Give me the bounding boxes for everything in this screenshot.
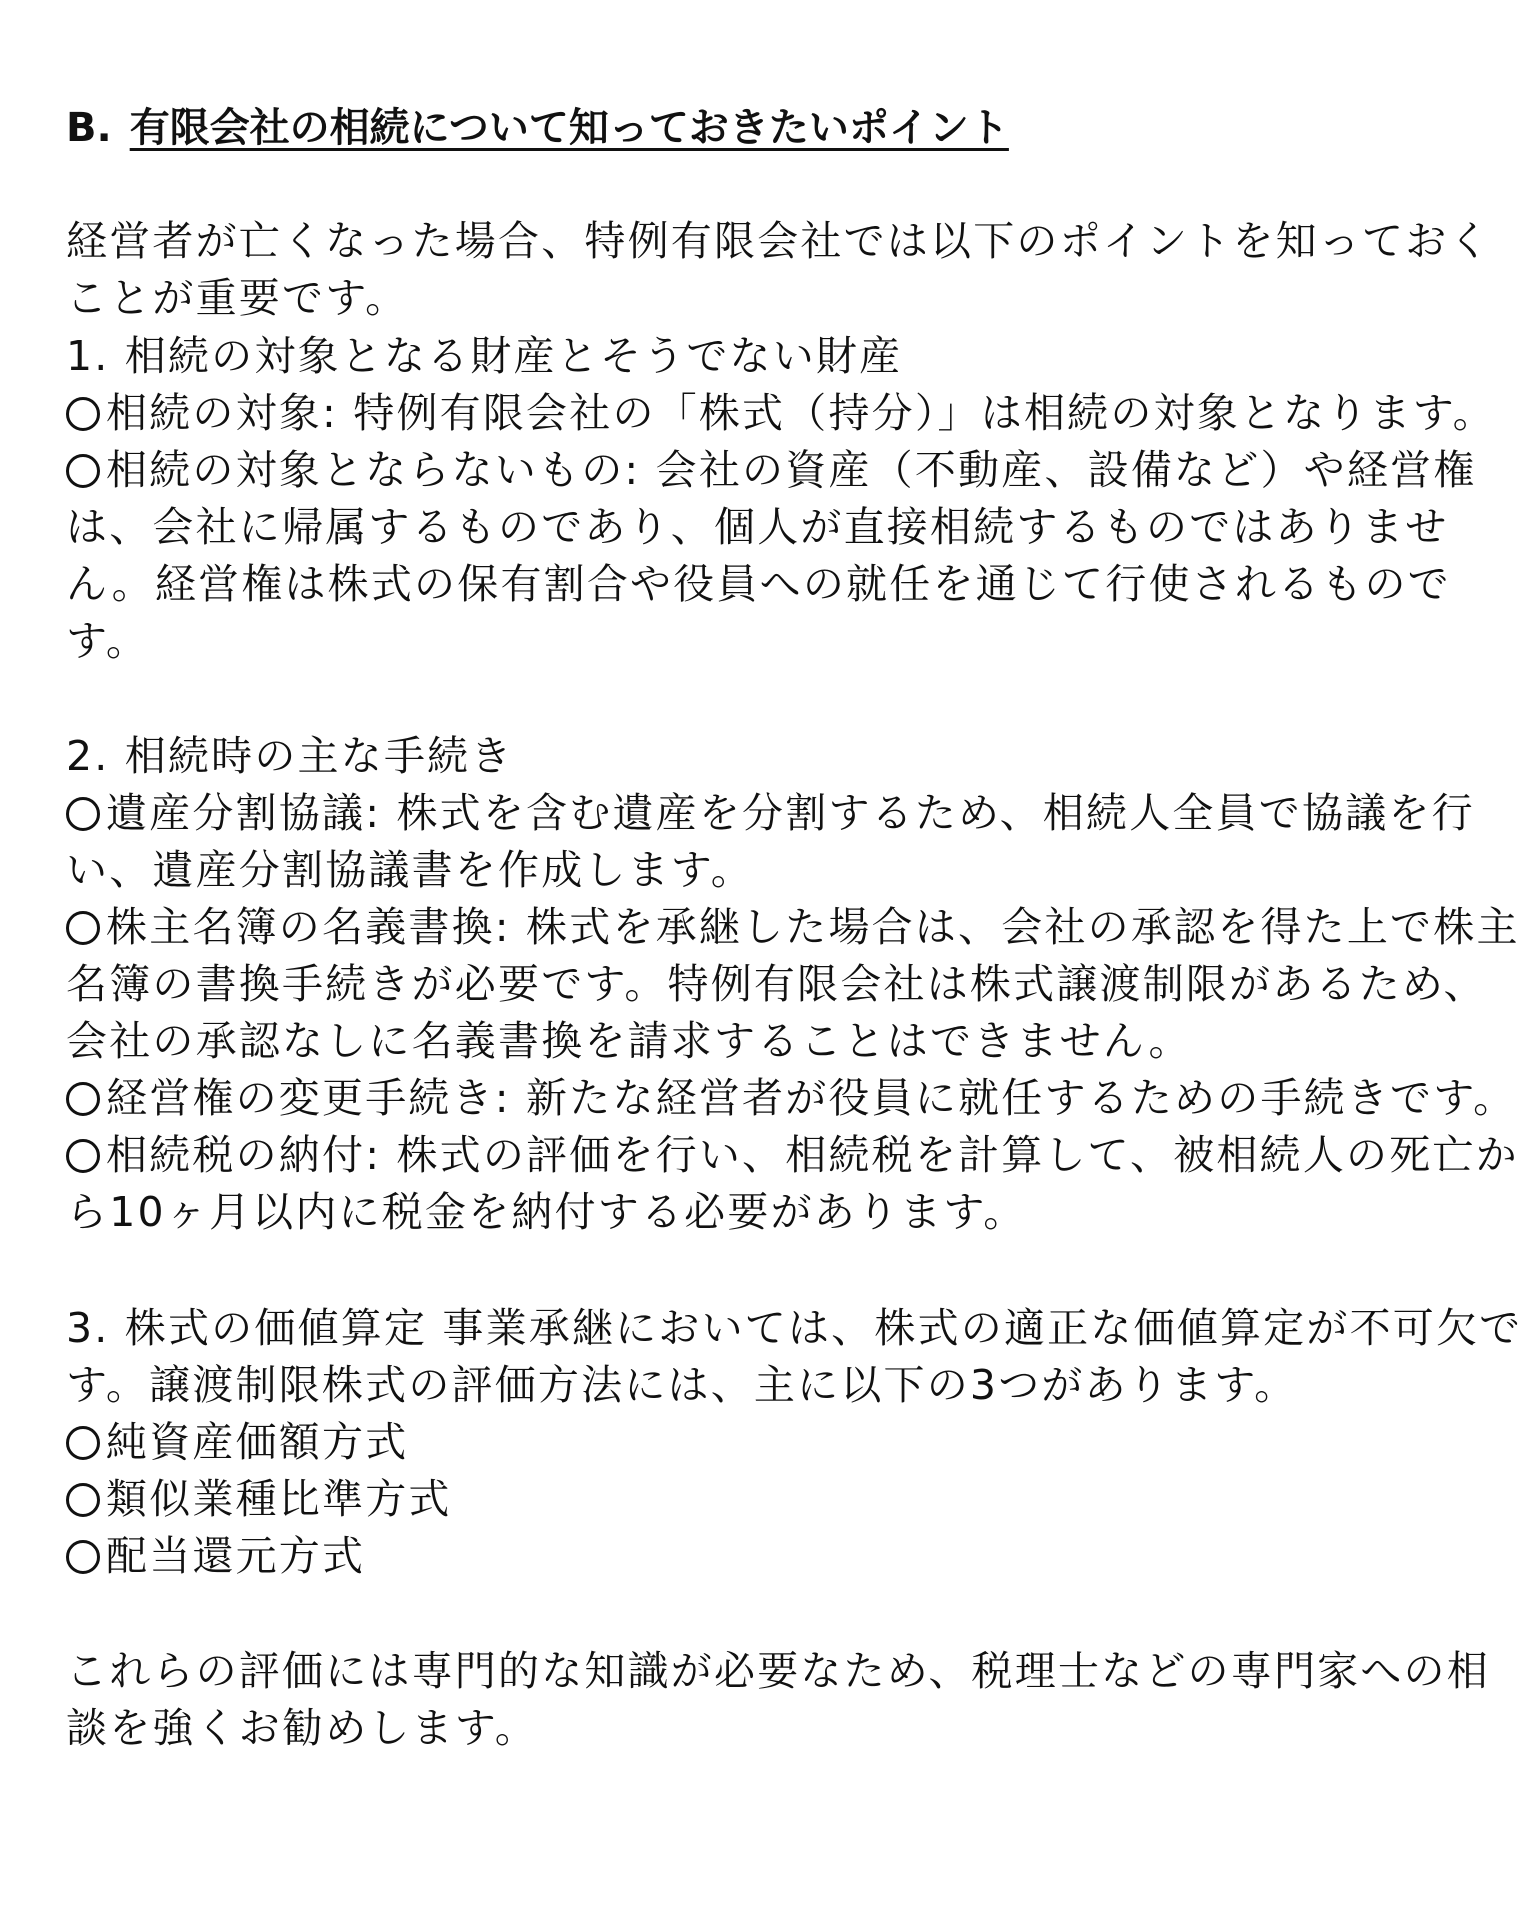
circle-bullet-icon <box>66 1139 100 1173</box>
list-item: 遺産分割協議: 株式を含む遺産を分割するため、相続人全員で協議を行 <box>66 785 1520 842</box>
section-2 <box>66 728 1520 1241</box>
text-line: 経営者が亡くなった場合、特例有限会社では以下のポイントを知っておく <box>66 217 1492 265</box>
text-line: 談を強くお勧めします。 <box>66 1704 538 1752</box>
text-line: は、会社に帰属するものであり、個人が直接相続するものではありませ <box>66 503 1449 551</box>
section-heading <box>66 98 1009 158</box>
section-3 <box>66 1300 1522 1585</box>
text-line: す。 <box>66 617 150 665</box>
text-line: ん。経営権は株式の保有割合や役員への就任を通じて行使されるもので <box>66 560 1451 608</box>
section-1-heading: 1. 相続の対象となる財産とそうでない財産 <box>66 332 903 380</box>
circle-bullet-icon <box>66 1540 100 1574</box>
heading-title: 有限会社の相続について知っておきたいポイント <box>129 105 1009 151</box>
list-item: 純資産価額方式 <box>66 1414 1522 1471</box>
list-item: 類似業種比準方式 <box>66 1471 1522 1528</box>
list-item: 相続の対象とならないもの: 会社の資産（不動産、設備など）や経営権 <box>66 442 1496 499</box>
text-line: い、遺産分割協議書を作成します。 <box>66 846 754 894</box>
text-line: 会社の承認なしに名義書換を請求することはできません。 <box>66 1017 1192 1065</box>
circle-bullet-icon <box>66 1082 100 1116</box>
section-3-heading: 3. 株式の価値算定 事業承継においては、株式の適正な価値算定が不可欠で <box>66 1304 1523 1352</box>
circle-bullet-icon <box>66 454 100 488</box>
text-line: これらの評価には専門的な知識が必要なため、税理士などの専門家への相 <box>66 1647 1490 1695</box>
list-item: 株主名簿の名義書換: 株式を承継した場合は、会社の承認を得た上で株主 <box>66 899 1520 956</box>
text-line: す。譲渡制限株式の評価方法には、主に以下の3つがあります。 <box>66 1361 1298 1409</box>
section-1 <box>66 328 1496 670</box>
text-line: ことが重要です。 <box>66 274 409 322</box>
section-2-heading: 2. 相続時の主な手続き <box>66 732 514 780</box>
circle-bullet-icon <box>66 797 100 831</box>
closing-paragraph <box>66 1643 1490 1757</box>
circle-bullet-icon <box>66 397 100 431</box>
list-item: 相続の対象: 特例有限会社の「株式（持分）」は相続の対象となります。 <box>66 385 1496 442</box>
list-item: 相続税の納付: 株式の評価を行い、相続税を計算して、被相続人の死亡か <box>66 1127 1520 1184</box>
circle-bullet-icon <box>66 911 100 945</box>
circle-bullet-icon <box>66 1426 100 1460</box>
circle-bullet-icon <box>66 1483 100 1517</box>
list-item: 経営権の変更手続き: 新たな経営者が役員に就任するための手続きです。 <box>66 1070 1520 1127</box>
text-line: 名簿の書換手続きが必要です。特例有限会社は株式譲渡制限があるため、 <box>66 960 1487 1008</box>
text-line: ら10ヶ月以内に税金を納付する必要があります。 <box>66 1188 1027 1236</box>
list-item: 配当還元方式 <box>66 1528 1522 1585</box>
intro-paragraph <box>66 213 1492 327</box>
heading-prefix: B. <box>66 105 112 151</box>
